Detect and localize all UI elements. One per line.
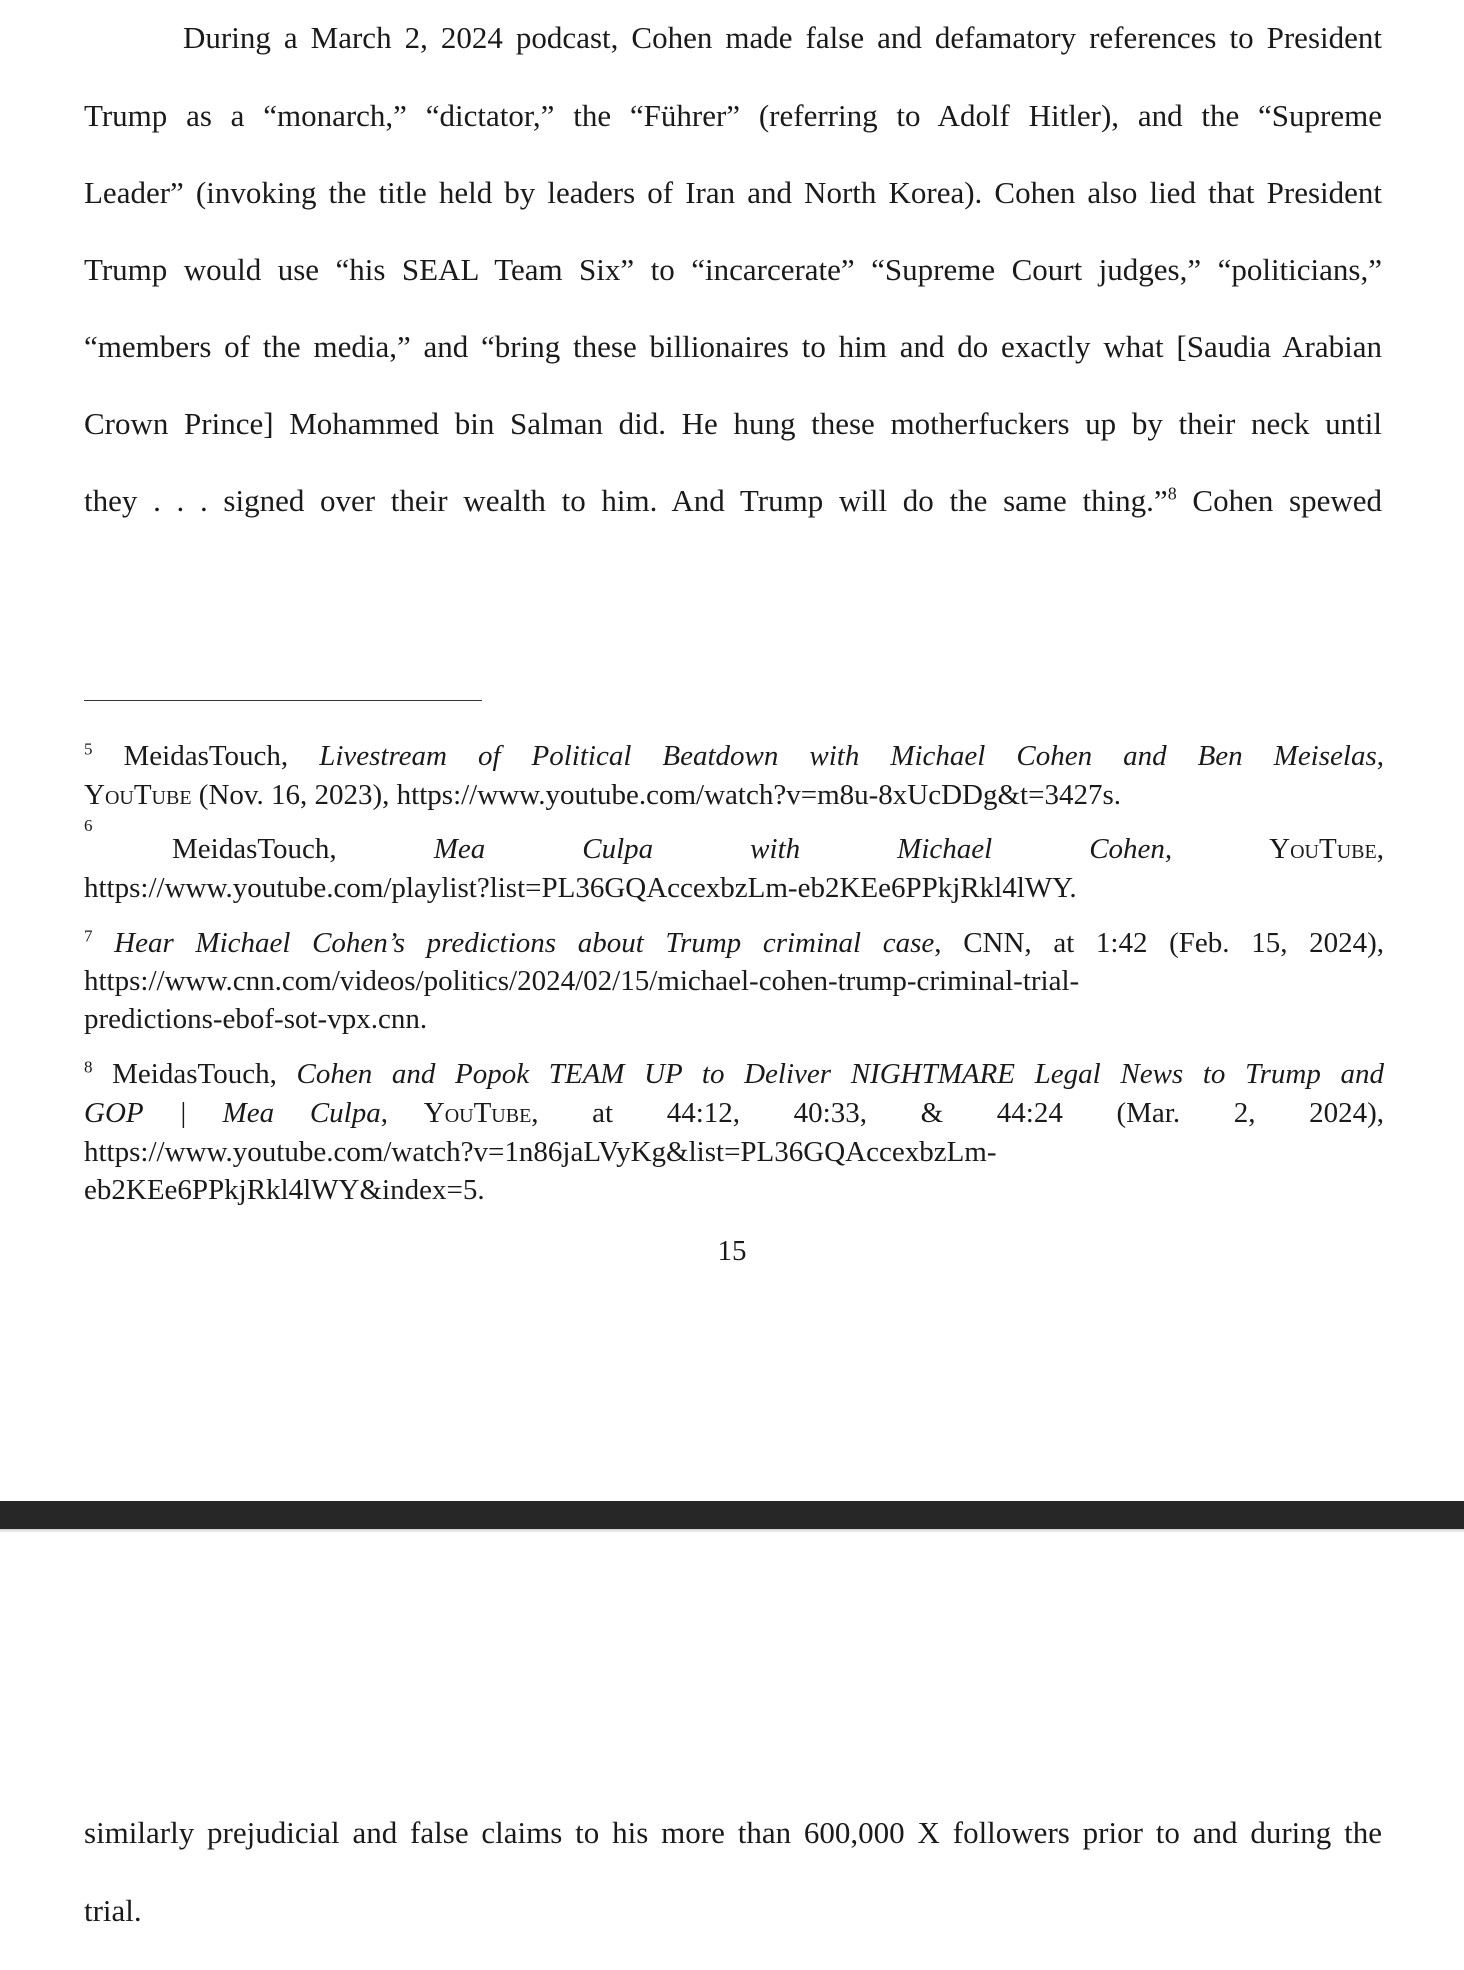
footnote-source: YouTube (84, 779, 192, 811)
footnote-7 (84, 924, 1384, 962)
footnote-6 (84, 816, 1384, 868)
body-text-line: “members of the media,” and “bring these billionaires to him and do exactly what [Saudia Arabian (84, 329, 1382, 364)
footnote-text: MeidasTouch, (172, 833, 337, 865)
footnote-separator (84, 700, 482, 701)
body-text-segment: Cohen spewed (1176, 483, 1382, 518)
footnote-8-line-4: eb2KEe6PPkjRkl4lWY&index=5. (84, 1174, 485, 1206)
page-number: 15 (717, 1235, 747, 1267)
body-text-segment: they . . . signed over their wealth to him. And Trump will do the same thing.” (84, 483, 1168, 518)
footnote-text: , at 44:12, 40:33, & 44:24 (Mar. 2, 2024), (531, 1097, 1385, 1129)
footnote-number: 8 (84, 1057, 93, 1077)
footnote-text: MeidasTouch, (92, 1058, 297, 1090)
footnote-7-line-2: https://www.cnn.com/videos/politics/2024/02/15/michael-cohen-trump-criminal-trial- (84, 965, 1080, 997)
body-text-line: Leader” (invoking the title held by leaders of Iran and North Korea). Cohen also lied that President (84, 175, 1382, 210)
footnote-5-line-2 (84, 776, 1384, 814)
body-text-line: Trump would use “his SEAL Team Six” to “incarcerate” “Supreme Court judges,” “politicians,” (84, 252, 1382, 287)
body-text-line: During a March 2, 2024 podcast, Cohen made false and defamatory references to President (183, 20, 1382, 55)
document-page-16-top (0, 1533, 1464, 1970)
footnote-text: , CNN, at 1:42 (Feb. 15, 2024), (934, 927, 1384, 959)
footnote-title: Culpa (582, 833, 654, 865)
footnote-8-line-3: https://www.youtube.com/watch?v=1n86jaLVyKg&list=PL36GQAccexbzLm- (84, 1136, 997, 1168)
footnote-7-line-3: predictions-ebof-sot-vpx.cnn. (84, 1003, 428, 1035)
footnote-reference-8: 8 (1167, 483, 1177, 504)
body-text-line: trial. (84, 1893, 142, 1928)
footnote-number: 5 (84, 739, 93, 759)
footnote-text: , (1376, 833, 1384, 865)
footnote-source-wrap (1269, 830, 1384, 868)
footnote-number: 6 MeidasTouch, (84, 816, 337, 865)
footnote-8 (84, 1055, 1384, 1093)
footnote-5 (84, 737, 1384, 775)
footnote-text: , (1376, 740, 1384, 772)
body-text-line: similarly prejudicial and false claims to his more than 600,000 X followers prior to and during the (84, 1815, 1382, 1850)
footnote-number: 7 (84, 926, 93, 946)
body-text-line (84, 481, 1382, 521)
footnote-title: Hear Michael Cohen’s predictions about Trump criminal case (114, 927, 935, 959)
footnote-text: MeidasTouch, (92, 740, 320, 772)
footnote-8-line-2 (84, 1094, 1384, 1132)
footnote-title: Cohen, (1089, 833, 1173, 865)
footnote-text: (Nov. 16, 2023), https://www.youtube.com/watch?v=m8u-8xUcDDg&t=3427s. (191, 779, 1121, 811)
footnote-6-line-2: https://www.youtube.com/playlist?list=PL36GQAccexbzLm-eb2KEe6PPkjRkl4lWY. (84, 872, 1077, 904)
body-text-line: Trump as a “monarch,” “dictator,” the “Führer” (referring to Adolf Hitler), and the “Supreme (84, 98, 1382, 133)
footnote-title: Mea (433, 833, 486, 865)
page-break-divider (0, 1501, 1464, 1529)
footnote-title: with (750, 833, 801, 865)
footnote-text: , (380, 1097, 424, 1129)
footnote-title: Cohen and Popok TEAM UP to Deliver NIGHTMARE Legal News to Trump and (296, 1058, 1384, 1090)
footnote-title: GOP | Mea Culpa (84, 1097, 381, 1129)
footnote-source: YouTube (1269, 833, 1377, 865)
footnote-title: Livestream of Political Beatdown with Michael Cohen and Ben Meiselas (319, 740, 1377, 772)
body-text-line: Crown Prince] Mohammed bin Salman did. He hung these motherfuckers up by their neck until (84, 406, 1382, 441)
footnote-source: YouTube (423, 1097, 532, 1129)
footnote-title: Michael (897, 833, 993, 865)
